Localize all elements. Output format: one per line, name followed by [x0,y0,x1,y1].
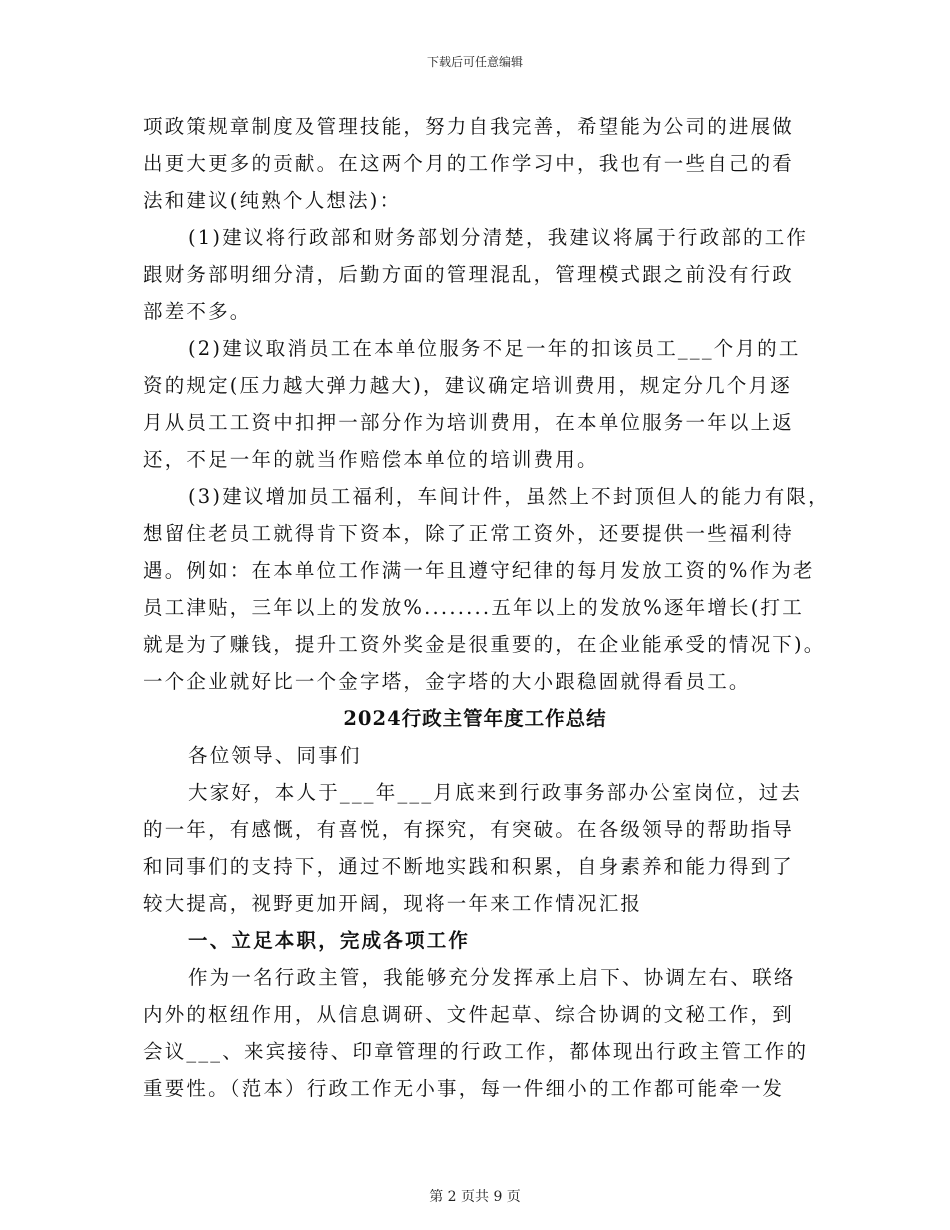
paragraph-line: 重要性。（范本）行政工作无小事，每一件细小的工作都可能牵一发 [143,1077,785,1100]
paragraph-line: 出更大更多的贡献。在这两个月的工作学习中，我也有一些自己的看 [143,152,795,175]
paragraph-line: 想留住老员工就得肯下资本，除了正常工资外，还要提供一些福利待 [143,522,795,545]
paragraph-line: 遇。例如：在本单位工作满一年且遵守纪律的每月发放工资的%作为老 [143,559,815,582]
salutation: 各位领导、同事们 [188,744,362,767]
paragraph-line: 还，不足一年的就当作赔偿本单位的培训费用。 [143,448,599,471]
paragraph-line: (1)建议将行政部和财务部划分清楚，我建议将属于行政部的工作 [188,226,809,249]
paragraph-line: 作为一名行政主管，我能够充分发挥承上启下、协调左右、联络 [188,966,796,989]
paragraph-line: 资的规定(压力越大弹力越大)，建议确定培训费用，规定分几个月逐 [143,374,792,397]
paragraph-line: (3)建议增加员工福利，车间计件，虽然上不封顶但人的能力有限， [188,485,830,508]
paragraph-line: 法和建议(纯熟个人想法)： [143,189,402,212]
paragraph-line: 员工津贴，三年以上的发放%........五年以上的发放%逐年增长(打工 [143,596,804,619]
paragraph-line: 项政策规章制度及管理技能，努力自我完善，希望能为公司的进展做 [143,115,795,138]
paragraph-line: 的一年，有感慨，有喜悦，有探究，有突破。在各级领导的帮助指导 [143,818,795,841]
section-heading: 一、立足本职，完成各项工作 [188,929,471,952]
page-footer: 第 2 页共 9 页 [429,1189,521,1205]
paragraph-line: (2)建议取消员工在本单位服务不足一年的扣该员工___个月的工 [188,337,801,360]
document-title: 2024行政主管年度工作总结 [343,707,607,730]
paragraph-line: 部差不多。 [143,300,252,323]
paragraph-line: 一个企业就好比一个金字塔，金字塔的大小跟稳固就得看员工。 [143,670,751,693]
paragraph-line: 大家好，本人于___年___月底来到行政事务部办公室岗位，过去 [188,781,803,804]
paragraph-line: 会议___、来宾接待、印章管理的行政工作，都体现出行政主管工作的 [143,1040,809,1063]
page-header: 下载后可任意编辑 [426,55,523,69]
paragraph-line: 内外的枢纽作用，从信息调研、文件起草、综合协调的文秘工作，到 [143,1003,795,1026]
paragraph-line: 较大提高，视野更加开阔，现将一年来工作情况汇报 [143,892,643,915]
paragraph-line: 就是为了赚钱，提升工资外奖金是很重要的，在企业能承受的情况下)。 [143,633,826,656]
paragraph-line: 月从员工工资中扣押一部分作为培训费用，在本单位服务一年以上返 [143,411,795,434]
paragraph-line: 跟财务部明细分清，后勤方面的管理混乱，管理模式跟之前没有行政 [143,263,795,286]
paragraph-line: 和同事们的支持下，通过不断地实践和积累，自身素养和能力得到了 [143,855,795,878]
